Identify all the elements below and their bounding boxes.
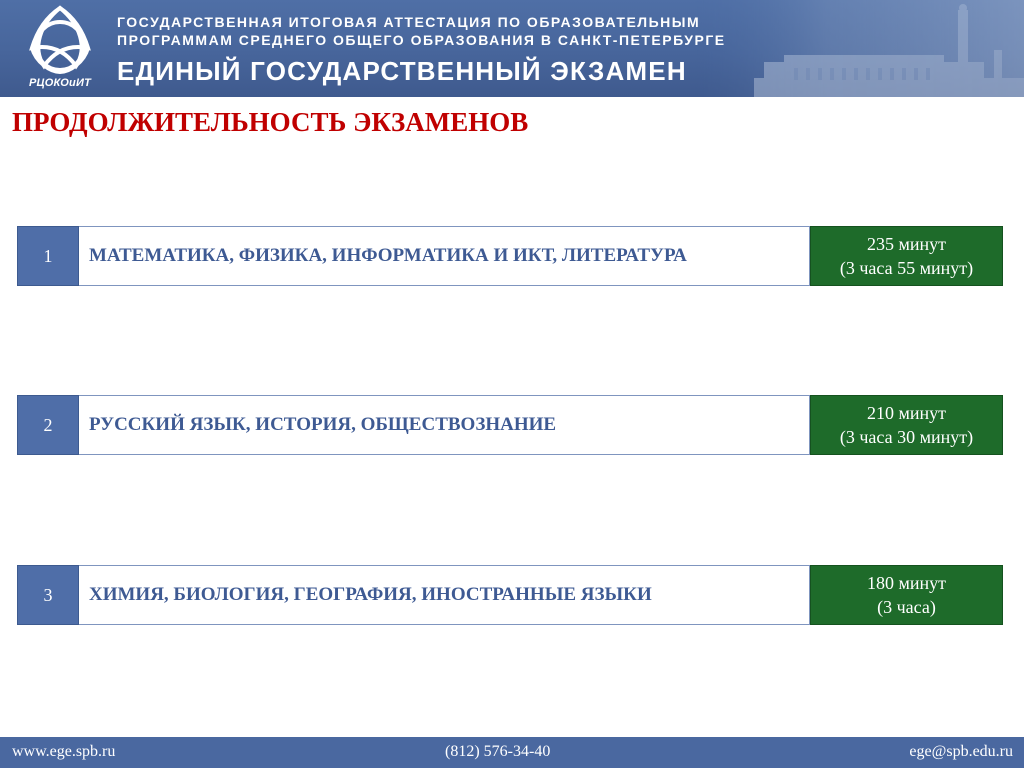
duration-minutes: 180 минут	[866, 573, 947, 593]
exam-subjects: РУССКИЙ ЯЗЫК, ИСТОРИЯ, ОБЩЕСТВОЗНАНИЕ	[79, 395, 810, 455]
exam-subjects: МАТЕМАТИКА, ФИЗИКА, ИНФОРМАТИКА И ИКТ, ЛИТЕРАТУРА	[79, 226, 810, 286]
exam-row	[17, 226, 1003, 286]
duration-hours: (3 часа 30 минут)	[839, 427, 974, 447]
header-exam-title: ЕДИНЫЙ ГОСУДАРСТВЕННЫЙ ЭКЗАМЕН	[117, 56, 687, 86]
city-skyline-image	[694, 0, 1024, 97]
exam-duration	[810, 395, 1003, 455]
footer-bar	[0, 737, 1024, 768]
exam-number: 2	[17, 395, 79, 455]
header-line-2: ПРОГРАММАМ СРЕДНЕГО ОБЩЕГО ОБРАЗОВАНИЯ В САНКТ-ПЕТЕРБУРГЕ	[117, 32, 726, 48]
exam-row	[17, 395, 1003, 455]
exam-subjects: ХИМИЯ, БИОЛОГИЯ, ГЕОГРАФИЯ, ИНОСТРАННЫЕ ЯЗЫКИ	[79, 565, 810, 625]
duration-minutes: 210 минут	[866, 403, 947, 423]
exam-number: 1	[17, 226, 79, 286]
exam-number: 3	[17, 565, 79, 625]
exam-row	[17, 565, 1003, 625]
exam-duration	[810, 565, 1003, 625]
logo-label: РЦОКОиИТ	[28, 77, 92, 89]
footer-phone: (812) 576-34-40	[445, 743, 551, 760]
page-title: ПРОДОЛЖИТЕЛЬНОСТЬ ЭКЗАМЕНОВ	[12, 107, 529, 137]
duration-hours: (3 часа 55 минут)	[839, 258, 974, 278]
triquetra-logo-icon	[10, 4, 110, 94]
duration-minutes: 235 минут	[866, 234, 947, 254]
header-line-1: ГОСУДАРСТВЕННАЯ ИТОГОВАЯ АТТЕСТАЦИЯ ПО ОБРАЗОВАТЕЛЬНЫМ	[117, 14, 701, 30]
footer-website-link[interactable]: www.ege.spb.ru	[12, 743, 116, 760]
duration-hours: (3 часа)	[877, 597, 936, 617]
footer-email-link[interactable]: ege@spb.edu.ru	[909, 743, 1013, 760]
header-banner	[0, 0, 1024, 97]
exam-duration	[810, 226, 1003, 286]
